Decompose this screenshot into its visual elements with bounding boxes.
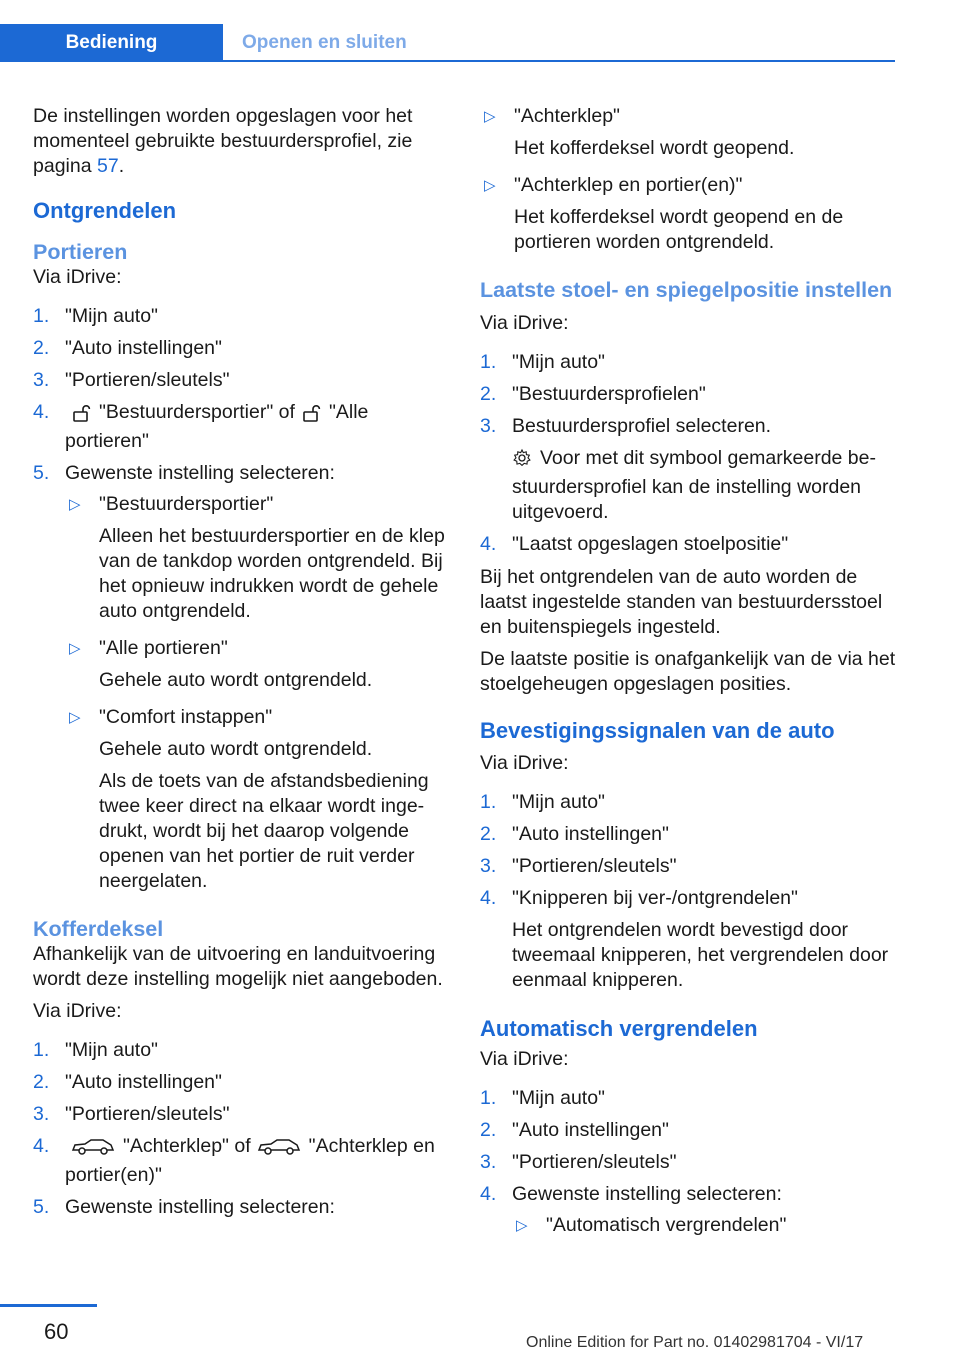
confirm-steps	[480, 790, 898, 993]
option-item	[512, 1213, 898, 1238]
step-text: "Bestuurdersportier" of	[99, 401, 295, 423]
confirm-note: Het ontgrendelen wordt bevestigd door tweemaal knipperen, het vergrendelen door eenmaal knipperen.	[512, 919, 889, 991]
tab-openen-en-sluiten[interactable]: Openen en sluiten	[242, 32, 407, 53]
step-number: 2.	[480, 823, 497, 845]
list-item	[33, 1038, 445, 1063]
trunk-options	[480, 104, 898, 255]
option-desc: Gehele auto wordt ontgrendeld.	[99, 738, 373, 760]
step-number: 2.	[480, 383, 497, 405]
triangle-bullet-icon: ▷	[484, 108, 496, 125]
option-item	[480, 104, 898, 161]
list-item	[33, 1070, 445, 1095]
intro-paragraph	[33, 104, 445, 179]
triangle-bullet-icon: ▷	[69, 709, 81, 726]
list-item	[480, 532, 898, 557]
tab-bediening[interactable]: Bediening	[0, 24, 223, 62]
triangle-bullet-icon: ▷	[516, 1217, 528, 1234]
list-item	[480, 382, 898, 407]
seat-note	[512, 446, 898, 525]
step-number: 5.	[33, 1196, 50, 1218]
step-text: "Auto instellingen"	[65, 337, 222, 359]
step-text: "Knipperen bij ver-/ontgrendelen"	[512, 887, 798, 909]
list-item	[33, 368, 445, 393]
via-idrive-label: Via iDrive:	[33, 266, 122, 288]
option-item	[65, 492, 445, 624]
option-desc: Het kofferdeksel wordt geopend.	[514, 137, 795, 159]
step-number: 1.	[480, 791, 497, 813]
heading-ontgrendelen: Ontgrendelen	[33, 198, 177, 223]
via-idrive-label: Via iDrive:	[480, 752, 569, 774]
step-text: Gewenste instelling selecteren:	[65, 462, 335, 484]
list-item	[480, 886, 898, 993]
page-number: 60	[44, 1319, 69, 1344]
step-text: "Mijn auto"	[512, 351, 605, 373]
step-number: 3.	[33, 1103, 50, 1125]
step-text: "Achterklep" of	[123, 1135, 251, 1157]
option-item	[480, 173, 898, 255]
step-number: 3.	[480, 855, 497, 877]
car-trunk-icon	[71, 1138, 115, 1163]
seat-paragraph-1: Bij het ontgrendelen van de auto worden de laatst ingestelde standen van bestuurdersstoel en buitenspiegels ingesteld.	[480, 566, 883, 638]
doors-steps	[33, 304, 445, 894]
car-trunk-icon	[257, 1138, 301, 1163]
option-desc: Gehele auto wordt ontgrendeld.	[99, 669, 373, 691]
step-number: 2.	[33, 337, 50, 359]
via-idrive-label: Via iDrive:	[480, 312, 569, 334]
step-number: 4.	[480, 887, 497, 909]
list-item	[33, 400, 445, 454]
page-link[interactable]: 57	[96, 155, 119, 177]
via-idrive-label: Via iDrive:	[480, 1048, 569, 1070]
list-item	[33, 1195, 445, 1220]
lock-open-icon	[301, 404, 321, 429]
step-number: 3.	[480, 1151, 497, 1173]
heading-kofferdeksel: Kofferdeksel	[33, 917, 164, 941]
option-desc-extra: Als de toets van de afstandsbediening twee keer direct na elkaar wordt ingedrukt, wordt bij het daarop volgende openen van het portier de ruit verder neergelaten.	[99, 770, 429, 892]
step-number: 3.	[480, 415, 497, 437]
left-column	[33, 104, 445, 1228]
step-text: "Auto instellingen"	[512, 823, 669, 845]
seat-note-text: Voor met dit symbool gemarkeerde bestuurdersprofiel kan de instelling worden uitgevoerd.	[512, 447, 877, 523]
triangle-bullet-icon: ▷	[484, 177, 496, 194]
step-number: 2.	[480, 1119, 497, 1141]
step-number: 4.	[33, 1135, 50, 1157]
step-text: "Portieren/sleutels"	[512, 855, 677, 877]
step-text: "Mijn auto"	[512, 791, 605, 813]
step-text: "Alle portieren"	[65, 401, 369, 452]
lock-open-icon	[71, 404, 91, 429]
list-item	[33, 1102, 445, 1127]
heading-portieren: Portieren	[33, 240, 128, 264]
step-text: "Portieren/sleutels"	[65, 1103, 230, 1125]
step-text: "Bestuurdersprofielen"	[512, 383, 706, 405]
trunk-steps	[33, 1038, 445, 1220]
step-text: "Mijn auto"	[65, 305, 158, 327]
seat-paragraph-2: De laatste positie is onafgankelijk van de via het stoelgeheugen opgeslagen posities.	[480, 648, 896, 695]
autolock-options	[512, 1213, 898, 1238]
step-number: 1.	[480, 351, 497, 373]
step-number: 2.	[33, 1071, 50, 1093]
step-number: 1.	[33, 305, 50, 327]
list-item	[33, 461, 445, 894]
step-number: 1.	[480, 1087, 497, 1109]
step-number: 5.	[33, 462, 50, 484]
list-item	[480, 350, 898, 375]
doors-options	[65, 492, 445, 894]
step-text: "Mijn auto"	[65, 1039, 158, 1061]
heading-automatisch-vergrendelen: Automatisch vergrendelen	[480, 1016, 758, 1041]
heading-bevestigingssignalen: Bevestigingssignalen van de auto	[480, 718, 835, 743]
list-item	[480, 1086, 898, 1111]
step-number: 4.	[33, 401, 50, 423]
option-title: "Bestuurdersportier"	[99, 493, 274, 515]
header-divider	[0, 60, 895, 62]
autolock-steps	[480, 1086, 898, 1238]
step-text: "Laatst opgeslagen stoelpositie"	[512, 533, 789, 555]
option-item	[65, 705, 445, 894]
step-number: 4.	[480, 533, 497, 555]
settings-gear-icon	[512, 448, 532, 475]
option-title: "Comfort instappen"	[99, 706, 273, 728]
list-item	[33, 1134, 445, 1188]
step-text: Gewenste instelling selecteren:	[512, 1183, 782, 1205]
heading-laatste-stoelpositie: Laatste stoel- en spiegelpositie instellen	[480, 278, 893, 302]
step-text: "Auto instellingen"	[65, 1071, 222, 1093]
step-text: "Auto instellingen"	[512, 1119, 669, 1141]
footer-divider	[0, 1304, 97, 1307]
step-text: "Achterklep en portier(en)"	[65, 1135, 435, 1186]
list-item	[480, 790, 898, 815]
list-item	[33, 304, 445, 329]
list-item	[480, 1182, 898, 1238]
list-item	[480, 414, 898, 525]
option-item	[65, 636, 445, 693]
step-number: 1.	[33, 1039, 50, 1061]
step-text: "Mijn auto"	[512, 1087, 605, 1109]
intro-end: .	[118, 155, 125, 177]
step-text: "Portieren/sleutels"	[65, 369, 230, 391]
page-header	[0, 24, 895, 62]
edition-footer: Online Edition for Part no. 01402981704 - VI/17	[526, 1334, 864, 1351]
option-title: "Achterklep"	[514, 105, 620, 127]
intro-text: De instellingen worden opgeslagen voor het momenteel gebruikte bestuurdersprofiel, zie pagina	[33, 105, 413, 177]
list-item	[480, 1118, 898, 1143]
list-item	[480, 854, 898, 879]
step-text: Bestuurdersprofiel selecteren.	[512, 415, 772, 437]
option-desc: Alleen het bestuurdersportier en de klep van de tankdop worden ontgrendeld. Bij het opnieuw indrukken wordt de gehele auto ontgrendeld.	[99, 525, 445, 622]
step-text: Gewenste instelling selecteren:	[65, 1196, 335, 1218]
step-number: 3.	[33, 369, 50, 391]
seat-steps	[480, 350, 898, 557]
via-idrive-label: Via iDrive:	[33, 1000, 122, 1022]
step-number: 4.	[480, 1183, 497, 1205]
option-title: "Automatisch vergrendelen"	[546, 1214, 787, 1236]
triangle-bullet-icon: ▷	[69, 496, 81, 513]
trunk-intro: Afhankelijk van de uitvoering en landuitvoering wordt deze instelling mogelijk niet aangeboden.	[33, 943, 443, 990]
triangle-bullet-icon: ▷	[69, 640, 81, 657]
option-title: "Achterklep en portier(en)"	[514, 174, 743, 196]
step-text: "Portieren/sleutels"	[512, 1151, 677, 1173]
list-item	[33, 336, 445, 361]
option-desc: Het kofferdeksel wordt geopend en de portieren worden ontgrendeld.	[514, 206, 844, 253]
right-column	[480, 104, 898, 1250]
option-title: "Alle portieren"	[99, 637, 228, 659]
list-item	[480, 822, 898, 847]
list-item	[480, 1150, 898, 1175]
